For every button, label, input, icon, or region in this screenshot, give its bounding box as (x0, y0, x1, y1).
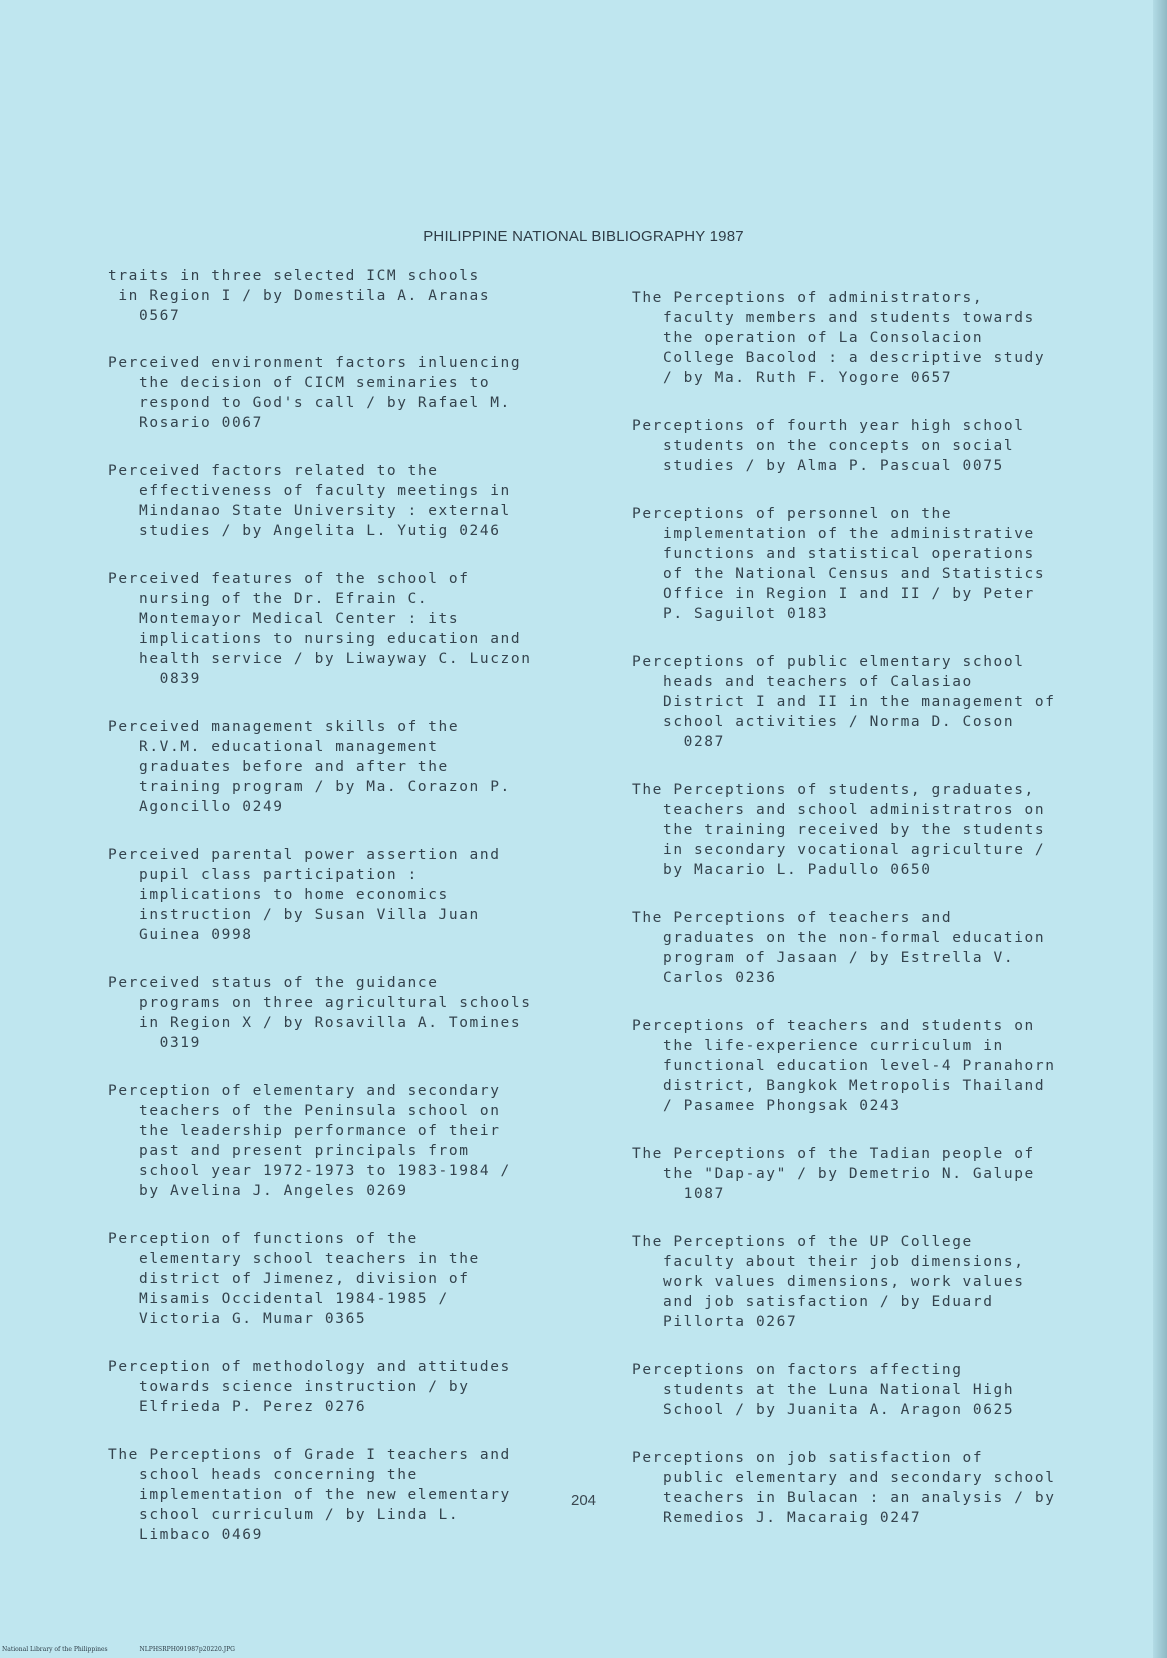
bibliography-entry: Perceived features of the school of nursing of the Dr. Efrain C. Montemayor Medical Center : its implications to nursing education and health service / by Liwayway C. Luczon 0839 (108, 571, 532, 687)
bibliography-entry: The Perceptions of Grade I teachers and school heads concerning the implementation of the new elementary school curriculum / by Linda L. Limbaco 0469 (108, 1447, 511, 1543)
bibliography-entry: The Perceptions of the UP College faculty about their job dimensions, work values dimensions, work values and job satisfaction / by Eduard Pillorta 0267 (632, 1234, 1025, 1330)
bibliography-entry: Perceived factors related to the effectiveness of faculty meetings in Mindanao State University : external studies / by Angelita L. Yutig 0246 (108, 463, 511, 539)
bibliography-entry: The Perceptions of the Tadian people of the "Dap-ay" / by Demetrio N. Galupe 1087 (632, 1146, 1035, 1202)
bibliography-entry: Perceived environment factors inluencing the decision of CICM seminaries to respond to God's call / by Rafael M. Rosario 0067 (108, 355, 522, 431)
bibliography-entry: The Perceptions of administrators, faculty members and students towards the operation of La Consolacion College Bacolod : a descriptive study / by Ma. Ruth F. Yogore 0657 (632, 290, 1046, 386)
page-header: PHILIPPINE NATIONAL BIBLIOGRAPHY 1987 (423, 228, 744, 245)
bibliography-entry: Perceived management skills of the R.V.M. educational management graduates before and after the training program / by Ma. Corazon P. Agoncillo 0249 (108, 719, 511, 815)
bibliography-entry: Perceived parental power assertion and pupil class participation : implications to home economics instruction / by Susan Villa Juan Guinea 0998 (108, 847, 501, 943)
right-column (632, 288, 1132, 1556)
bibliography-entry: Perceptions of public elmentary school heads and teachers of Calasiao District I and II in the management of school activities / Norma D. Coson 0287 (632, 654, 1056, 750)
bibliography-entry: Perception of elementary and secondary teachers of the Peninsula school on the leadership performance of their past and present principals from school year 1972-1973 to 1983-1984 / by Avelina J. Angeles 0269 (108, 1083, 511, 1199)
bibliography-entry: Perception of functions of the elementary school teachers in the district of Jimenez, division of Misamis Occidental 1984-1985 / Victoria G. Mumar 0365 (108, 1231, 480, 1327)
bibliography-entry: Perceptions of fourth year high school students on the concepts on social studies / by Alma P. Pascual 0075 (632, 418, 1025, 474)
bibliography-entry: Perception of methodology and attitudes towards science instruction / by Elfrieda P. Perez 0276 (108, 1359, 511, 1415)
bibliography-entry: Perceptions of teachers and students on the life-experience curriculum in functional education level-4 Pranahorn district, Bangkok Metropolis Thailand / Pasamee Phongsak 0243 (632, 1018, 1056, 1114)
footer-filename: NLPHSRPH091987p20220.JPG (139, 1646, 235, 1653)
bibliography-entry: Perceptions of personnel on the implementation of the administrative functions and statistical operations of the National Census and Statistics Office in Region I and II / by Peter P. Saguilot 0183 (632, 506, 1046, 622)
footer-library: National Library of the Philippines (2, 1646, 108, 1653)
scan-footer (2, 1646, 265, 1653)
bibliography-entry: Perceptions on factors affecting students at the Luna National High School / by Juanita A. Aragon 0625 (632, 1362, 1015, 1418)
bibliography-entry: The Perceptions of students, graduates, teachers and school administratros on the training received by the students in secondary vocational agriculture / by Macario L. Padullo 0650 (632, 782, 1046, 878)
left-column (108, 266, 608, 1573)
bibliography-entry: The Perceptions of teachers and graduates on the non-formal education program of Jasaan / by Estrella V. Carlos 0236 (632, 910, 1046, 986)
bibliography-entry: Perceptions on job satisfaction of public elementary and secondary school teachers in Bulacan : an analysis / by Remedios J. Macaraig 0247 (632, 1450, 1056, 1526)
bibliography-entry: traits in three selected ICM schools in Region I / by Domestila A. Aranas 0567 (108, 268, 491, 324)
page-number: 204 (570, 1492, 597, 1509)
scan-edge (1153, 0, 1167, 1658)
bibliography-entry: Perceived status of the guidance programs on three agricultural schools in Region X / by Rosavilla A. Tomines 0319 (108, 975, 532, 1051)
